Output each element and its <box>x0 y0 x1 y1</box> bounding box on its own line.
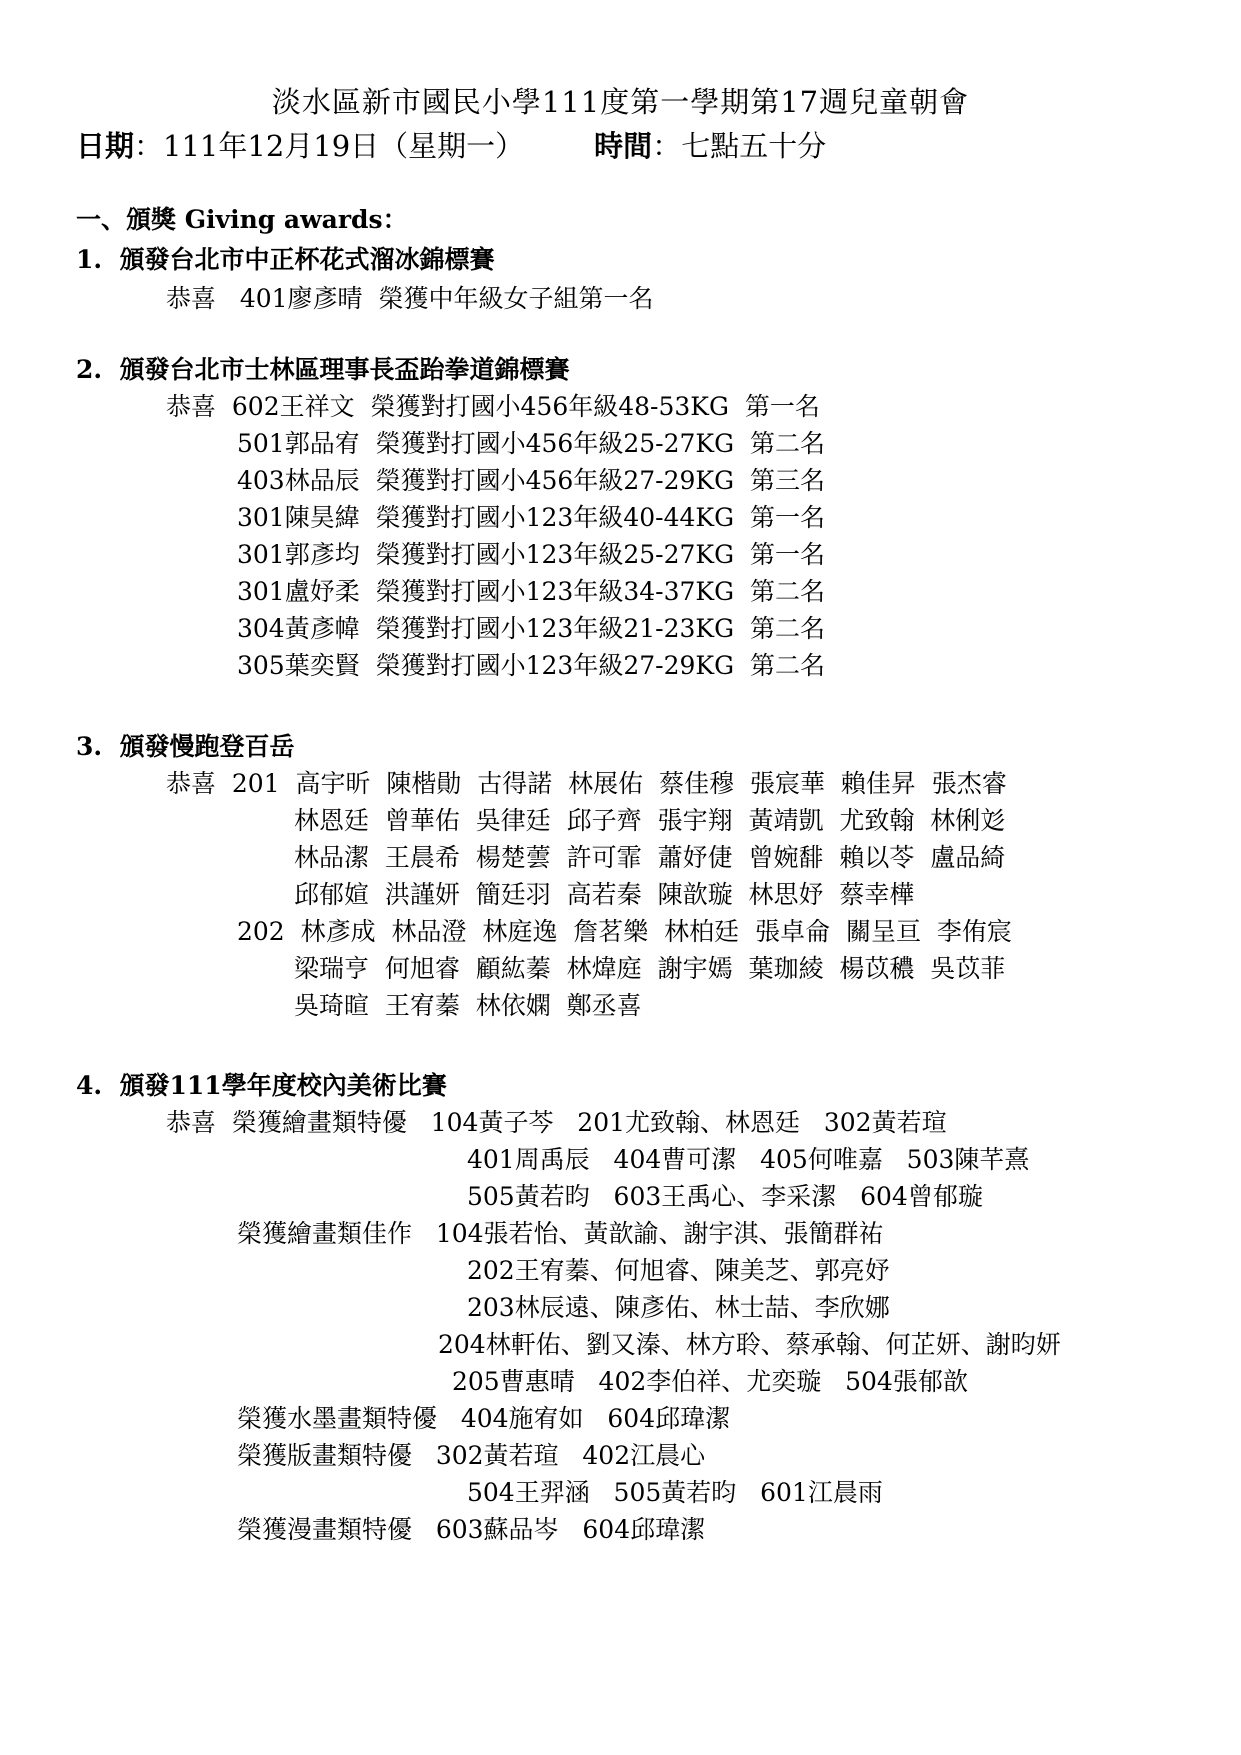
award-item-4-line: 205曹惠晴 402李伯祥、尤奕璇 504張郁歆 <box>452 1367 968 1396</box>
date-time-line <box>76 124 826 165</box>
award-item-2-line: 恭喜 602王祥文 榮獲對打國小456年級48-53KG 第一名 <box>166 392 820 421</box>
award-item-4-line: 504王羿涵 505黃若昀 601江晨雨 <box>467 1478 883 1507</box>
award-item-3-line: 邱郁媗 洪謹妍 簡廷羽 高若秦 陳歆璇 林思妤 蔡幸樺 <box>294 880 915 909</box>
award-item-3-line: 恭喜 201 高宇昕 陳楷勛 古得諾 林展佑 蔡佳穆 張宸華 賴佳昇 張杰睿 <box>166 769 1007 798</box>
award-item-2-line: 305葉奕賢 榮獲對打國小123年級27-29KG 第二名 <box>237 651 825 680</box>
date-label: 日期 <box>76 129 135 163</box>
award-item-3-line: 梁瑞亨 何旭睿 顧紘蓁 林煒庭 謝宇嫣 葉珈綾 楊苡穠 吳苡菲 <box>294 954 1006 983</box>
award-item-1-line: 恭喜 401廖彥晴 榮獲中年級女子組第一名 <box>166 284 654 313</box>
award-item-4-line: 榮獲版畫類特優 302黃若瑄 402江晨心 <box>237 1441 706 1470</box>
section-heading-awards: 一、頒獎 Giving awards： <box>76 205 408 234</box>
award-item-4-line: 401周禹辰 404曹可潔 405何唯嘉 503陳芊熹 <box>467 1145 1030 1174</box>
award-item-2-line: 301陳昊緯 榮獲對打國小123年級40-44KG 第一名 <box>237 503 825 532</box>
award-item-3-heading: 3. 頒發慢跑登百岳 <box>76 732 295 761</box>
award-item-4-line: 202王宥蓁、何旭睿、陳美芝、郭亮妤 <box>467 1256 890 1285</box>
award-item-4-heading: 4. 頒發111學年度校內美術比賽 <box>76 1071 447 1100</box>
time-label: 時間 <box>594 129 653 163</box>
time-value: ：七點五十分 <box>652 129 827 163</box>
award-item-4-line: 榮獲水墨畫類特優 404施宥如 604邱瑋潔 <box>237 1404 731 1433</box>
award-item-4-line: 榮獲繪畫類佳作 104張若怡、黃歆諭、謝宇淇、張簡群祐 <box>237 1219 884 1248</box>
award-item-1-heading: 1. 頒發台北市中正杯花式溜冰錦標賽 <box>76 245 495 274</box>
award-item-2-line: 403林品辰 榮獲對打國小456年級27-29KG 第三名 <box>237 466 825 495</box>
award-item-4-line: 恭喜 榮獲繪畫類特優 104黃子芩 201尤致翰、林恩廷 302黃若瑄 <box>166 1108 947 1137</box>
date-value: ：111年12月19日（星期一） <box>134 129 525 163</box>
award-item-2-line: 301盧妤柔 榮獲對打國小123年級34-37KG 第二名 <box>237 577 825 606</box>
award-item-2-line: 304黃彥幃 榮獲對打國小123年級21-23KG 第二名 <box>237 614 825 643</box>
award-item-4-line: 204林軒佑、劉又溱、林方聆、蔡承翰、何芷妍、謝昀妍 <box>438 1330 1061 1359</box>
award-item-3-line: 林恩廷 曾華佑 吳律廷 邱子齊 張宇翔 黃靖凱 尤致翰 林俐彣 <box>294 806 1006 835</box>
document-title: 淡水區新市國民小學111度第一學期第17週兒童朝會 <box>271 85 970 119</box>
award-item-3-line: 202 林彥成 林品澄 林庭逸 詹茗樂 林柏廷 張卓侖 關呈亘 李侑宸 <box>237 917 1012 946</box>
award-item-4-line: 榮獲漫畫類特優 603蘇品岑 604邱瑋潔 <box>237 1515 706 1544</box>
award-item-2-line: 501郭品宥 榮獲對打國小456年級25-27KG 第二名 <box>237 429 825 458</box>
award-item-2-heading: 2. 頒發台北市士林區理事長盃跆拳道錦標賽 <box>76 355 570 384</box>
award-item-2-line: 301郭彥均 榮獲對打國小123年級25-27KG 第一名 <box>237 540 825 569</box>
award-item-4-line: 203林辰遠、陳彥佑、林士喆、李欣娜 <box>467 1293 890 1322</box>
award-item-3-line: 林品潔 王晨希 楊楚蕓 許可霏 蕭妤倢 曾婉馡 賴以苓 盧品綺 <box>294 843 1006 872</box>
award-item-4-line: 505黃若昀 603王禹心、李采潔 604曾郁璇 <box>467 1182 983 1211</box>
award-item-3-line: 吳琦暄 王宥蓁 林依嫻 鄭丞喜 <box>294 991 642 1020</box>
